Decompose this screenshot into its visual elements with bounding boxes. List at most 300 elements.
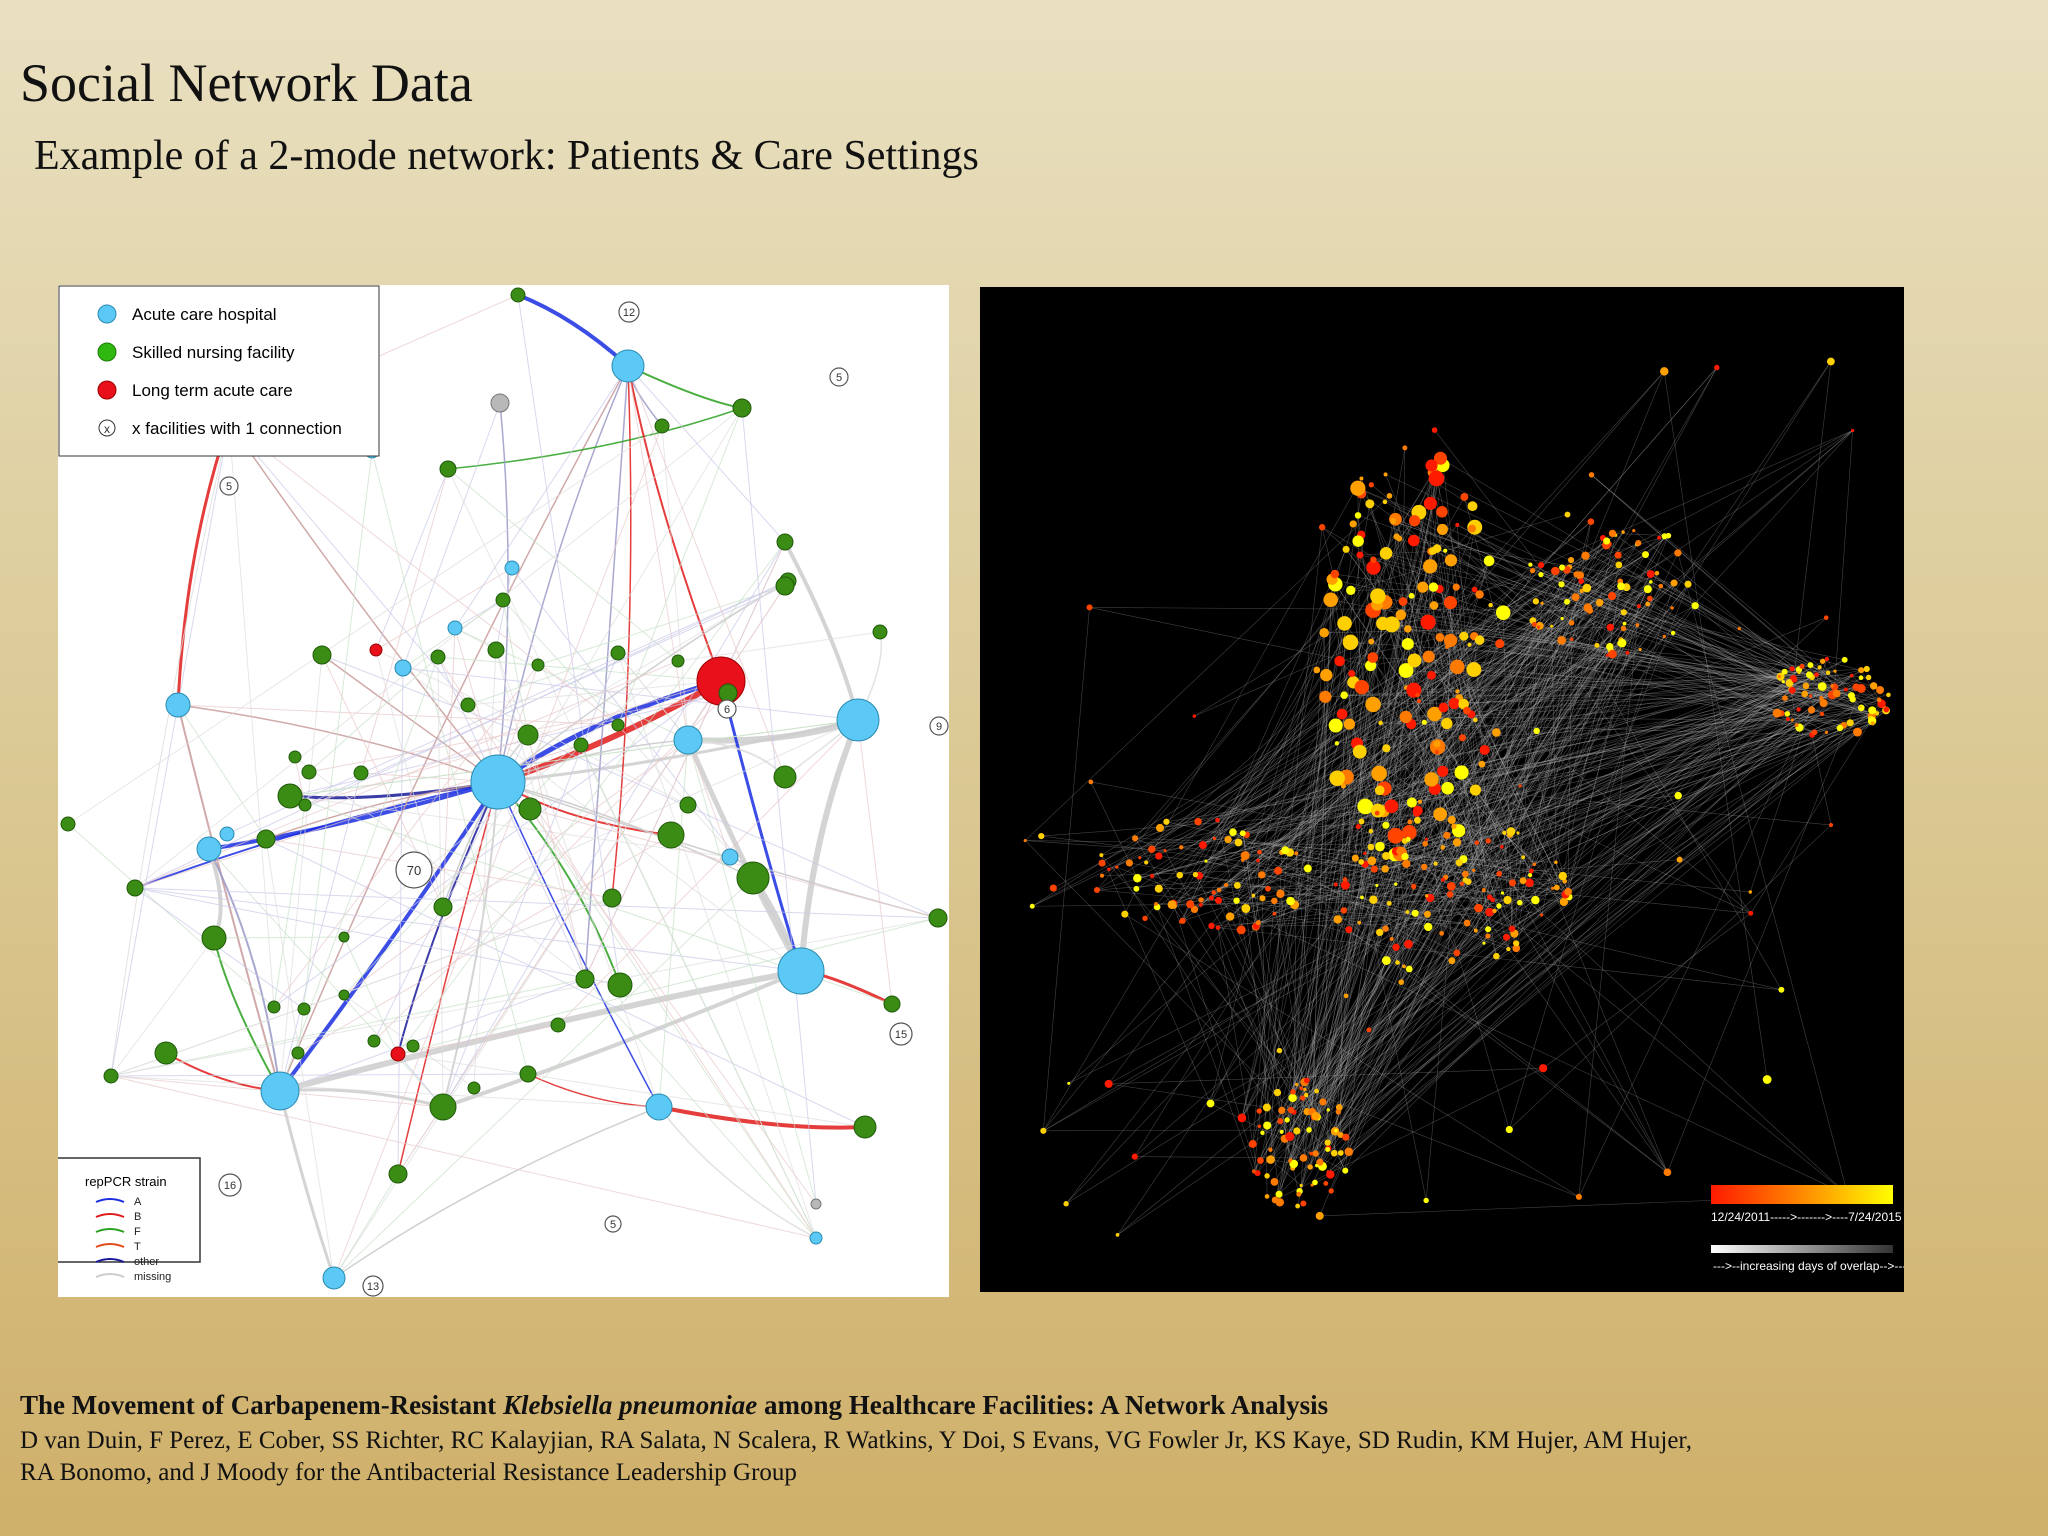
acute-care-swatch-icon bbox=[98, 305, 116, 323]
facility-node bbox=[257, 830, 275, 848]
slide-subtitle: Example of a 2-mode network: Patients & Care Settings bbox=[34, 133, 979, 179]
temporal-node bbox=[1782, 669, 1788, 675]
temporal-node bbox=[1126, 859, 1133, 866]
temporal-node bbox=[1429, 471, 1445, 487]
temporal-node bbox=[1273, 912, 1277, 916]
network-edge bbox=[688, 740, 730, 857]
network-edge bbox=[68, 426, 662, 824]
temporal-node bbox=[1422, 720, 1427, 725]
temporal-node bbox=[1570, 638, 1573, 641]
temporal-node bbox=[1424, 772, 1438, 786]
temporal-node bbox=[1516, 831, 1519, 834]
temporal-node bbox=[1132, 835, 1138, 841]
temporal-edge bbox=[1118, 710, 1887, 1234]
temporal-node bbox=[1414, 817, 1421, 824]
temporal-node bbox=[1506, 947, 1510, 951]
temporal-edge bbox=[1109, 1084, 1267, 1108]
temporal-node bbox=[1401, 853, 1408, 860]
temporal-node bbox=[1658, 584, 1663, 589]
temporal-node bbox=[1320, 669, 1332, 681]
temporal-node bbox=[1520, 877, 1527, 884]
temporal-node bbox=[1133, 874, 1141, 882]
temporal-node bbox=[1226, 912, 1234, 920]
facility-node bbox=[611, 646, 625, 660]
temporal-node bbox=[1441, 878, 1445, 882]
temporal-node bbox=[1357, 799, 1373, 815]
temporal-node bbox=[1468, 525, 1476, 533]
temporal-node bbox=[1400, 711, 1412, 723]
temporal-node bbox=[1369, 482, 1374, 487]
facility-type-legend bbox=[59, 286, 379, 456]
temporal-node bbox=[1447, 882, 1456, 891]
temporal-node bbox=[1778, 987, 1784, 993]
temporal-node bbox=[1551, 567, 1560, 576]
temporal-node bbox=[1345, 1147, 1354, 1156]
temporal-node bbox=[1274, 1089, 1281, 1096]
temporal-node bbox=[1554, 885, 1560, 891]
temporal-node bbox=[1089, 780, 1094, 785]
temporal-node bbox=[1316, 1212, 1324, 1220]
temporal-node bbox=[1674, 792, 1682, 800]
temporal-node bbox=[1371, 865, 1378, 872]
temporal-node bbox=[1154, 902, 1158, 906]
temporal-node bbox=[1671, 580, 1678, 587]
temporal-node bbox=[1670, 606, 1673, 609]
temporal-node bbox=[1474, 929, 1478, 933]
temporal-node bbox=[1811, 729, 1817, 735]
temporal-node bbox=[1415, 693, 1419, 697]
temporal-node bbox=[1370, 588, 1385, 603]
temporal-node bbox=[1644, 585, 1652, 593]
temporal-node bbox=[1418, 800, 1422, 804]
temporal-node bbox=[1238, 1114, 1247, 1123]
temporal-node bbox=[1343, 634, 1358, 649]
temporal-node bbox=[1791, 718, 1794, 721]
temporal-node bbox=[1235, 839, 1243, 847]
temporal-node bbox=[1808, 662, 1814, 668]
strain-legend-label: other bbox=[134, 1256, 160, 1268]
facility-node bbox=[884, 996, 900, 1012]
temporal-node bbox=[1038, 833, 1044, 839]
temporal-node bbox=[1488, 603, 1492, 607]
network-edge bbox=[585, 979, 816, 1238]
temporal-node bbox=[1258, 871, 1265, 878]
facility-node bbox=[810, 1232, 822, 1244]
date-gradient-bar bbox=[1711, 1185, 1893, 1204]
temporal-node bbox=[1241, 904, 1250, 913]
temporal-node bbox=[1500, 845, 1504, 849]
temporal-node bbox=[1825, 657, 1829, 661]
temporal-node bbox=[1485, 926, 1491, 932]
temporal-node bbox=[1635, 540, 1641, 546]
temporal-node bbox=[1224, 836, 1231, 843]
temporal-node bbox=[1337, 616, 1352, 631]
temporal-node bbox=[1387, 493, 1393, 499]
facility-node bbox=[354, 766, 368, 780]
facility-node bbox=[854, 1116, 876, 1138]
temporal-node bbox=[1304, 1078, 1310, 1084]
temporal-node bbox=[1814, 672, 1819, 677]
temporal-node bbox=[1467, 643, 1471, 647]
facility-node bbox=[104, 1069, 118, 1083]
temporal-node bbox=[1773, 709, 1782, 718]
temporal-node bbox=[1237, 925, 1246, 934]
temporal-node bbox=[1296, 1192, 1301, 1197]
network-edge bbox=[443, 628, 455, 907]
temporal-node bbox=[1539, 1064, 1547, 1072]
temporal-node bbox=[1286, 897, 1295, 906]
temporal-node bbox=[1331, 570, 1340, 579]
facility-node bbox=[655, 419, 669, 433]
temporal-node bbox=[1380, 547, 1393, 560]
temporal-node bbox=[1425, 838, 1428, 841]
temporal-node bbox=[1429, 582, 1438, 591]
temporal-node bbox=[1155, 852, 1162, 859]
facility-node bbox=[496, 593, 510, 607]
network-edge bbox=[334, 1107, 659, 1278]
temporal-node bbox=[1608, 592, 1616, 600]
legend-label-long-term: Long term acute care bbox=[132, 381, 293, 400]
temporal-node bbox=[1468, 501, 1478, 511]
temporal-node bbox=[1820, 712, 1824, 716]
temporal-node bbox=[1402, 445, 1407, 450]
temporal-node bbox=[1307, 1164, 1312, 1169]
temporal-node bbox=[1608, 650, 1617, 659]
overlap-scale bbox=[1711, 1245, 1904, 1273]
temporal-node bbox=[1801, 691, 1808, 698]
temporal-node bbox=[1484, 556, 1495, 567]
facility-node bbox=[491, 394, 509, 412]
citation-authors: D van Duin, F Perez, E Cober, SS Richter, RC Kalayjian, RA Salata, N Scalera, R Watkins, Y Doi, S Evans, VG Fowler Jr, KS Kaye, SD Rudin, KM Hujer, AM Hujer, RA Bonomo, and J Moody for the Antibacterial Resistance Leadership Group bbox=[20, 1427, 1692, 1486]
temporal-node bbox=[1792, 677, 1798, 683]
network-edge bbox=[334, 878, 753, 1278]
temporal-node bbox=[1252, 1170, 1255, 1173]
temporal-node bbox=[1392, 944, 1399, 951]
temporal-node bbox=[1564, 599, 1570, 605]
temporal-node bbox=[1782, 680, 1785, 683]
temporal-node bbox=[1309, 1152, 1313, 1156]
temporal-node bbox=[1314, 1089, 1319, 1094]
facility-node bbox=[448, 621, 462, 635]
temporal-node bbox=[1587, 607, 1594, 614]
facility-node bbox=[434, 898, 452, 916]
temporal-node bbox=[1528, 563, 1532, 567]
overlap-scale-label: --->--increasing days of overlap-->--- bbox=[1713, 1259, 1904, 1273]
network-edge bbox=[214, 937, 344, 938]
temporal-node bbox=[1398, 979, 1404, 985]
facility-node bbox=[430, 1094, 456, 1120]
temporal-node bbox=[1382, 822, 1389, 829]
network-graph bbox=[58, 285, 949, 1297]
temporal-node bbox=[1358, 859, 1364, 865]
temporal-node bbox=[1257, 1157, 1264, 1164]
temporal-node bbox=[1859, 705, 1862, 708]
temporal-node bbox=[1538, 562, 1544, 568]
temporal-node bbox=[1132, 1154, 1138, 1160]
temporal-node bbox=[1276, 890, 1284, 898]
temporal-node bbox=[1424, 497, 1437, 510]
facility-node bbox=[468, 1082, 480, 1094]
temporal-node bbox=[1288, 1107, 1294, 1113]
temporal-node bbox=[1470, 785, 1481, 796]
temporal-node bbox=[1271, 898, 1278, 905]
temporal-node bbox=[1537, 625, 1540, 628]
temporal-node bbox=[1176, 872, 1183, 879]
temporal-node bbox=[1116, 1233, 1120, 1237]
temporal-node bbox=[1381, 865, 1388, 872]
temporal-node bbox=[1265, 1194, 1270, 1199]
temporal-node bbox=[1367, 1027, 1372, 1032]
temporal-node bbox=[1877, 698, 1882, 703]
facility-node bbox=[532, 659, 544, 671]
temporal-node bbox=[1615, 552, 1622, 559]
temporal-node bbox=[1533, 728, 1539, 734]
temporal-node bbox=[1445, 554, 1457, 566]
temporal-node bbox=[1180, 918, 1186, 924]
legend-label-acute-care: Acute care hospital bbox=[132, 305, 277, 324]
temporal-node bbox=[1660, 367, 1668, 375]
temporal-node bbox=[1325, 1147, 1330, 1152]
facility-node bbox=[391, 1047, 405, 1061]
temporal-node bbox=[1376, 929, 1383, 936]
temporal-node bbox=[1394, 882, 1397, 885]
temporal-node bbox=[1578, 578, 1584, 584]
temporal-node bbox=[1087, 604, 1093, 610]
temporal-node bbox=[1463, 707, 1471, 715]
temporal-node bbox=[1263, 1103, 1271, 1111]
temporal-node bbox=[1485, 908, 1494, 917]
temporal-node bbox=[1443, 549, 1447, 553]
facility-node bbox=[461, 698, 475, 712]
temporal-node bbox=[1334, 656, 1345, 667]
temporal-node bbox=[1441, 718, 1452, 729]
temporal-node bbox=[1295, 1204, 1300, 1209]
temporal-node bbox=[1797, 671, 1800, 674]
temporal-node bbox=[1256, 859, 1260, 863]
temporal-node bbox=[1763, 1075, 1772, 1084]
temporal-node bbox=[1853, 728, 1862, 737]
temporal-node bbox=[1454, 765, 1468, 779]
two-mode-network-diagram bbox=[58, 285, 949, 1297]
temporal-node bbox=[1460, 882, 1464, 886]
temporal-node bbox=[1833, 670, 1836, 673]
temporal-node bbox=[1234, 882, 1241, 889]
temporal-node bbox=[1444, 634, 1457, 647]
temporal-node bbox=[1150, 874, 1154, 878]
temporal-node bbox=[1024, 839, 1027, 842]
temporal-node bbox=[1342, 1134, 1349, 1141]
facility-node bbox=[672, 655, 684, 667]
temporal-node bbox=[1541, 602, 1544, 605]
facility-node bbox=[339, 932, 349, 942]
temporal-node bbox=[1509, 925, 1515, 931]
facility-node bbox=[576, 970, 594, 988]
temporal-node bbox=[1369, 829, 1373, 833]
temporal-node bbox=[1554, 861, 1558, 865]
temporal-node bbox=[1492, 728, 1501, 737]
temporal-node bbox=[1443, 832, 1450, 839]
temporal-node bbox=[1396, 847, 1404, 855]
temporal-node bbox=[1451, 824, 1456, 829]
network-edge bbox=[448, 408, 742, 469]
temporal-edge bbox=[1835, 431, 1853, 687]
temporal-node bbox=[1596, 599, 1604, 607]
temporal-node bbox=[1594, 643, 1599, 648]
temporal-node bbox=[1423, 1198, 1428, 1203]
facility-node bbox=[778, 948, 824, 994]
temporal-node bbox=[1437, 524, 1448, 535]
temporal-node bbox=[1531, 896, 1539, 904]
temporal-node bbox=[1565, 512, 1571, 518]
temporal-node bbox=[1365, 499, 1374, 508]
temporal-node bbox=[1100, 874, 1104, 878]
temporal-node bbox=[1847, 719, 1854, 726]
temporal-node bbox=[1407, 819, 1412, 824]
temporal-node bbox=[1425, 894, 1428, 897]
temporal-node bbox=[1796, 707, 1800, 711]
temporal-node bbox=[1453, 838, 1461, 846]
temporal-node bbox=[1529, 869, 1534, 874]
temporal-node bbox=[1799, 664, 1804, 669]
temporal-node bbox=[1278, 1107, 1285, 1114]
temporal-node bbox=[1406, 837, 1411, 842]
temporal-network-graph bbox=[980, 287, 1904, 1292]
temporal-node bbox=[1429, 547, 1437, 555]
temporal-node bbox=[1274, 867, 1282, 875]
temporal-node bbox=[1475, 840, 1480, 845]
temporal-node bbox=[1790, 666, 1795, 671]
temporal-node bbox=[1272, 1197, 1279, 1204]
temporal-node bbox=[1482, 888, 1486, 892]
temporal-node bbox=[1460, 493, 1468, 501]
facility-node bbox=[722, 849, 738, 865]
temporal-node bbox=[1607, 624, 1614, 631]
temporal-node bbox=[1533, 598, 1539, 604]
facility-node bbox=[737, 862, 769, 894]
temporal-node bbox=[1312, 1150, 1318, 1156]
temporal-node bbox=[1433, 807, 1447, 821]
temporal-node bbox=[1436, 506, 1448, 518]
date-color-scale bbox=[1711, 1185, 1902, 1224]
temporal-node bbox=[1632, 529, 1635, 532]
facility-node bbox=[733, 399, 751, 417]
temporal-node bbox=[1677, 857, 1683, 863]
temporal-node bbox=[1208, 923, 1214, 929]
temporal-node bbox=[1293, 1127, 1300, 1134]
temporal-node bbox=[1411, 884, 1416, 889]
temporal-node bbox=[1409, 515, 1420, 526]
temporal-edge bbox=[1102, 636, 1474, 875]
facility-node bbox=[612, 719, 624, 731]
temporal-node bbox=[1496, 903, 1501, 908]
temporal-node bbox=[1396, 610, 1406, 620]
temporal-node bbox=[1850, 674, 1854, 678]
temporal-node bbox=[1356, 824, 1361, 829]
facility-node bbox=[511, 288, 525, 302]
temporal-node bbox=[1509, 879, 1516, 886]
temporal-node bbox=[1456, 859, 1463, 866]
network-edge bbox=[628, 366, 742, 408]
temporal-edge bbox=[1579, 673, 1828, 1197]
temporal-node bbox=[1809, 694, 1812, 697]
temporal-node bbox=[1519, 784, 1522, 787]
facility-node bbox=[776, 577, 794, 595]
temporal-node bbox=[1492, 909, 1496, 913]
temporal-node bbox=[1359, 476, 1363, 480]
temporal-node bbox=[1390, 937, 1394, 941]
temporal-node bbox=[1642, 551, 1649, 558]
facility-node bbox=[202, 926, 226, 950]
temporal-edge bbox=[1156, 904, 1254, 1172]
strain-swatch-icon bbox=[96, 1274, 124, 1277]
temporal-node bbox=[1785, 711, 1790, 716]
temporal-node bbox=[1623, 622, 1627, 626]
temporal-node bbox=[1820, 699, 1828, 707]
temporal-node bbox=[1447, 891, 1454, 898]
facility-node bbox=[519, 798, 541, 820]
facility-node bbox=[261, 1072, 299, 1110]
temporal-node bbox=[1382, 852, 1390, 860]
temporal-node bbox=[1099, 853, 1103, 857]
temporal-node bbox=[1276, 1191, 1283, 1198]
facility-node bbox=[395, 660, 411, 676]
temporal-node bbox=[1621, 609, 1627, 615]
temporal-node bbox=[1319, 524, 1325, 530]
facility-node bbox=[407, 1040, 419, 1052]
temporal-edge bbox=[1435, 430, 1567, 602]
temporal-node bbox=[1850, 696, 1856, 702]
temporal-node bbox=[1337, 709, 1348, 720]
temporal-node bbox=[1517, 900, 1522, 905]
temporal-node bbox=[1639, 648, 1642, 651]
temporal-node bbox=[1375, 786, 1385, 796]
temporal-node bbox=[1472, 869, 1475, 872]
facility-node bbox=[774, 766, 796, 788]
temporal-node bbox=[1335, 741, 1339, 745]
temporal-node bbox=[1472, 587, 1478, 593]
temporal-node bbox=[1402, 965, 1406, 969]
temporal-node bbox=[1475, 635, 1485, 645]
count-badge-label: 5 bbox=[609, 1219, 617, 1231]
temporal-node bbox=[1448, 957, 1455, 964]
temporal-node bbox=[1215, 897, 1222, 904]
temporal-node bbox=[1486, 838, 1491, 843]
temporal-edge bbox=[1218, 928, 1290, 1137]
temporal-node bbox=[1277, 1118, 1283, 1124]
temporal-node bbox=[1260, 1131, 1264, 1135]
temporal-node bbox=[1360, 895, 1364, 899]
temporal-node bbox=[1455, 523, 1459, 527]
temporal-node bbox=[1829, 823, 1833, 827]
temporal-node bbox=[1803, 683, 1810, 690]
long-term-swatch-icon bbox=[98, 381, 116, 399]
temporal-node bbox=[1148, 845, 1155, 852]
temporal-edge bbox=[1499, 874, 1848, 1195]
overlap-gradient-bar bbox=[1711, 1245, 1893, 1253]
temporal-node bbox=[1299, 1086, 1303, 1090]
temporal-node bbox=[1782, 695, 1788, 701]
temporal-node bbox=[1344, 719, 1355, 730]
temporal-edge bbox=[1117, 867, 1201, 900]
temporal-node bbox=[1313, 667, 1320, 674]
facility-node bbox=[777, 534, 793, 550]
temporal-node bbox=[1327, 1108, 1330, 1111]
temporal-node bbox=[1353, 745, 1367, 759]
temporal-edge bbox=[1513, 883, 1668, 1172]
temporal-node bbox=[1463, 877, 1469, 883]
temporal-node bbox=[1830, 684, 1833, 687]
temporal-node bbox=[1786, 717, 1790, 721]
